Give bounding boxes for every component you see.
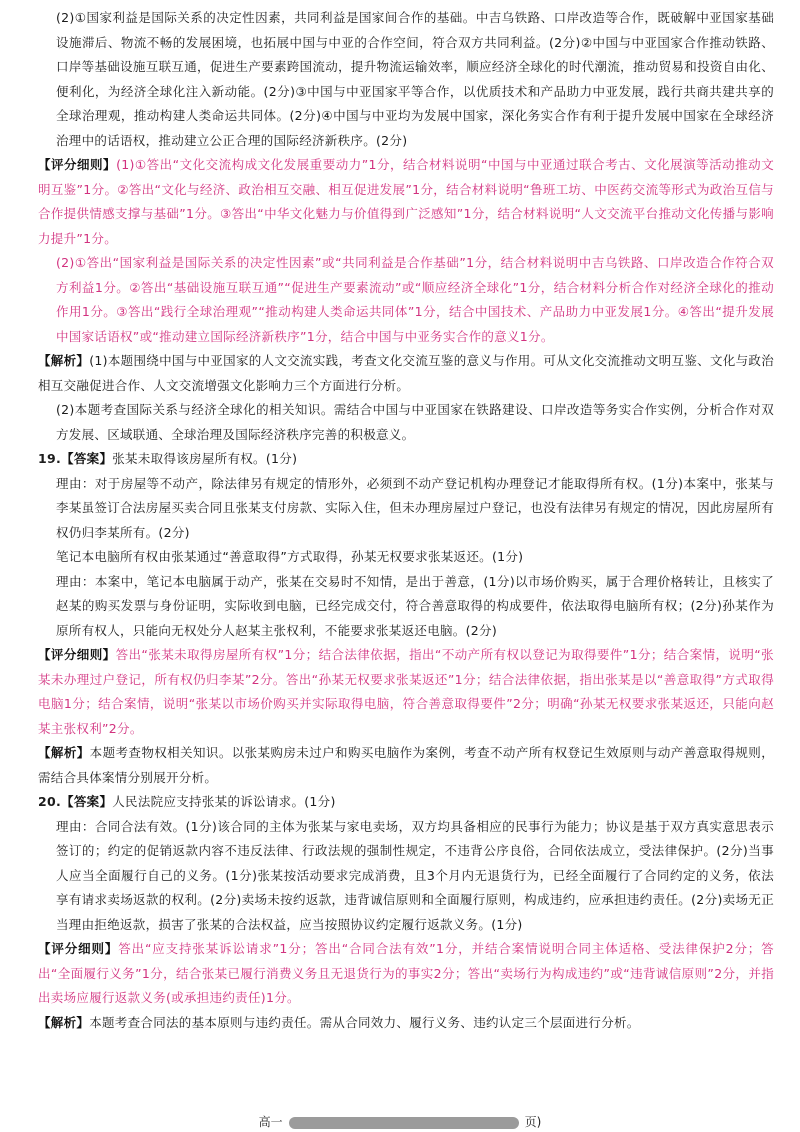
q18-scoring-2: (2)①答出“国家利益是国际关系的决定性因素”或“共同利益是合作基础”1分，结合材料说明中吉乌铁路、口岸改造合作符合双方利益1分。②答出“基础设施互联互通”“促进生产要素流动”或“顺应经济全球化”1分，结合材料分析合作对经济全球化的推动作用1分。③答出“践行全球治理观”“推动构建人类命运共同体”1分，结合中国技术、产品助力中亚发展1分。④答出“提升发展中国家话语权”或“推动建立国际经济新秩序”1分，结合中国与中亚务实合作的意义1分。 [56, 255, 774, 344]
answer-text: 人民法院应支持张某的诉讼请求。(1分) [112, 794, 336, 809]
analysis-tag: 【解析】 [38, 353, 90, 368]
analysis-text: (1)本题围绕中国与中亚国家的人文交流实践，考查文化交流互鉴的意义与作用。可从文化交流推动文明互鉴、文化与政治相互交融促进合作、人文交流增强文化影响力三个方面进行分析。 [38, 353, 774, 393]
q20-answer [38, 790, 774, 815]
scoring-text: 答出“张某未取得房屋所有权”1分；结合法律依据，指出“不动产所有权以登记为取得要件”1分；结合案情，说明“张某未办理过户登记，所有权仍归李某”2分。答出“孙某无权要求张某返还”1分；结合法律依据，指出张某是以“善意取得”方式取得电脑1分；结合案情，说明“张某以市场价购买并实际取得电脑，符合善意取得要件”2分；明确“孙某无权要求张某返还，只能向赵某主张权利”2分。 [38, 647, 774, 736]
scoring-text: 答出“应支持张某诉讼请求”1分；答出“合同合法有效”1分，并结合案情说明合同主体适格、受法律保护2分；答出“全面履行义务”1分，结合张某已履行消费义务且无退货行为的事实2分；答出“卖场行为构成违约”或“违背诚信原则”2分，并指出卖场应履行返款义务(或承担违约责任)1分。 [38, 941, 774, 1005]
answer-tag: 【答案】 [61, 794, 113, 809]
analysis-text: 本题考查合同法的基本原则与违约责任。需从合同效力、履行义务、违约认定三个层面进行分析。 [89, 1014, 640, 1030]
answer-tag: 【答案】 [61, 451, 113, 466]
content-column [38, 6, 774, 1035]
q20-scoring [38, 937, 774, 1011]
analysis-text: 本题考查物权相关知识。以张某购房未过户和购买电脑作为案例，考查不动产所有权登记生效原则与动产善意取得规则，需结合具体案情分别展开分析。 [38, 745, 775, 785]
scoring-text: (1)①答出“文化交流构成文化发展重要动力”1分，结合材料说明“中国与中亚通过联合考古、文化展演等活动推动文明互鉴”1分。②答出“文化与经济、政治相互交融、相互促进发展”1分，结合材料说明“鲁班工坊、中医药交流等形式为政治互信与合作提供情感支撑与基础”1分。③答出“中华文化魅力与价值得到广泛感知”1分，结合材料说明“人文交流平台推动文化传播与影响力提升”1分。 [38, 157, 774, 246]
q18-analysis-1 [38, 349, 774, 398]
q18-part2-answer: (2)①国家利益是国际关系的决定性因素，共同利益是国家间合作的基础。中吉乌铁路、口岸改造等合作，既破解中亚国家基础设施滞后、物流不畅的发展困境，也拓展中国与中亚的合作空间，符合双方共同利益。(2分)②中国与中亚国家合作推动铁路、口岸等基础设施互联互通，促进生产要素跨国流动，提升物流运输效率，顺应经济全球化的时代潮流，推动贸易和投资自由化、便利化，为经济全球化注入新动能。(2分)③中国与中亚国家平等合作，以优质技术和产品助力中亚发展，践行共商共建共享的全球治理观，推动构建人类命运共同体。(2分)④中国与中亚均为发展中国家，深化务实合作有利于提升发展中国家在全球经济治理中的话语权，推动建立公正合理的国际经济新秩序。(2分) [56, 10, 774, 148]
q19-analysis [38, 741, 774, 790]
q20-analysis [38, 1011, 774, 1036]
q19-reason-1: 理由：对于房屋等不动产，除法律另有规定的情形外，必须到不动产登记机构办理登记才能取得所有权。(1分)本案中，张某与李某虽签订合法房屋买卖合同且张某支付房款、实际入住，但未办理房屋过户登记，也没有法律另有规定的情况，因此房屋所有权仍归李某所有。(2分) [56, 475, 774, 540]
redacted-footer-text [289, 1117, 519, 1129]
answer-text: 张某未取得该房屋所有权。(1分) [112, 451, 298, 466]
question-number: 19. [38, 451, 62, 466]
q20-reason: 理由：合同合法有效。(1分)该合同的主体为张某与家电卖场，双方均具备相应的民事行为能力；协议是基于双方真实意思表示签订的；约定的促销返款内容不违反法律、行政法规的强制性规定，不违背公序良俗，合同依法成立，受法律保护。(2分)当事人应当全面履行自己的义务。(1分)张某按活动要求完成消费，且3个月内无退货行为，已经全面履行了合同约定的义务，依法享有请求卖场返款的权利。(2分)卖场未按约返款，违背诚信原则和全面履行原则，构成违约，应承担违约责任。(2分)卖场无正当理由拒绝返款，损害了张某的合法权益，应当按照协议约定履行返款义务。(1分) [56, 818, 774, 932]
q18-scoring-1 [38, 153, 774, 251]
q19-reason-2: 理由：本案中，笔记本电脑属于动产，张某在交易时不知情，是出于善意，(1分)以市场价购买，属于合理价格转让，且核实了赵某的购买发票与身份证明，实际收到电脑，已经完成交付，符合善意取得的构成要件，依法取得电脑所有权；(2分)孙某作为原所有权人，只能向无权处分人赵某主张权利，不能要求张某返还电脑。(2分) [56, 573, 774, 638]
q18-analysis-2: (2)本题考查国际关系与经济全球化的相关知识。需结合中国与中亚国家在铁路建设、口岸改造等务实合作实例，分析合作对双方发展、区域联通、全球治理及国际经济秩序完善的积极意义。 [56, 402, 774, 442]
question-number: 20. [38, 794, 62, 809]
analysis-tag: 【解析】 [38, 1014, 90, 1030]
analysis-tag: 【解析】 [38, 745, 90, 760]
scoring-tag: 【评分细则】 [38, 647, 116, 662]
q19-answer [38, 447, 774, 472]
scoring-tag: 【评分细则】 [38, 157, 117, 172]
q19-scoring [38, 643, 774, 741]
footer-left: 高一 [258, 1115, 283, 1129]
page-footer [0, 1112, 800, 1132]
footer-right: 页) [524, 1115, 542, 1129]
q19-answer-2: 笔记本电脑所有权由张某通过“善意取得”方式取得，孙某无权要求张某返还。(1分) [56, 549, 524, 564]
scoring-tag: 【评分细则】 [38, 941, 119, 956]
